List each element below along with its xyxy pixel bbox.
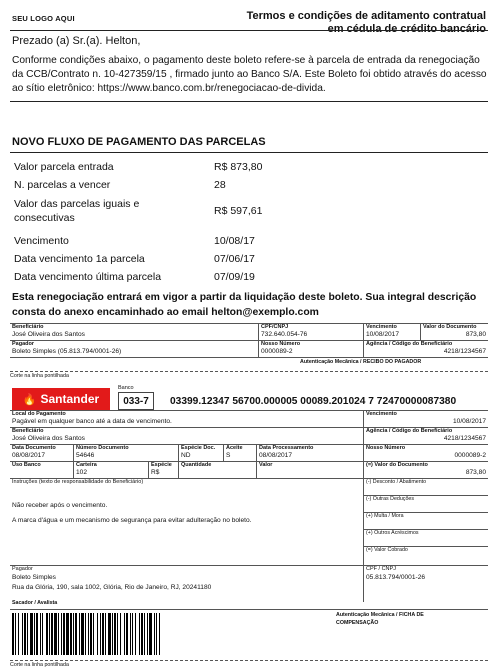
- divider: [148, 461, 149, 478]
- row-label: Valor das parcelas iguais e consecutivas: [14, 198, 140, 224]
- row-value: R$ 597,61: [214, 205, 263, 217]
- divider: [363, 410, 364, 602]
- label: Agência / Código do Beneficiário: [366, 341, 453, 347]
- value: 05.813.794/0001-26: [366, 574, 426, 581]
- row-value: R$ 873,80: [214, 161, 263, 173]
- label: (=) Valor do Documento: [366, 462, 428, 468]
- receipt-top-line: [10, 323, 488, 324]
- notice-text: Esta renegociação entrará em vigor a partir da liquidação deste boleto. Sua integral descrição consta do anexo encaminhado ao email helton@exemplo.com: [12, 292, 477, 318]
- label: Valor: [259, 462, 273, 468]
- bank-logo: [12, 388, 110, 410]
- row-value: 10/08/17: [214, 235, 255, 247]
- value: 08/08/2017: [12, 452, 46, 459]
- label: Número Documento: [76, 445, 129, 451]
- row-value: 07/06/17: [214, 253, 255, 265]
- label: Beneficiário: [12, 324, 44, 330]
- cut-line: [10, 371, 488, 372]
- label: Pagador: [12, 341, 35, 347]
- value: 4218/1234567: [443, 435, 486, 442]
- document-title: [247, 10, 486, 36]
- label: Carteira: [76, 462, 97, 468]
- label: Espécie: [151, 462, 172, 468]
- digitable-line[interactable]: 03399.12347 56700.000005 00089.201024 7 72470000087380: [170, 396, 457, 407]
- value: 10/08/2017: [452, 418, 486, 425]
- divider: [178, 461, 179, 478]
- barcode: [12, 613, 328, 655]
- value: S: [226, 452, 231, 459]
- barcode-bar: [160, 613, 161, 655]
- cut-label: Corte na linha pontilhada: [10, 662, 69, 668]
- value: 0000089-2: [454, 452, 486, 459]
- value: Boleto Simples: [12, 574, 56, 581]
- value: 54646: [76, 452, 95, 459]
- sacador-label: Sacador / Avalista: [12, 600, 58, 606]
- label: Uso Banco: [12, 462, 41, 468]
- label: Vencimento: [366, 411, 397, 417]
- row-label: Data vencimento 1a parcela: [14, 253, 145, 265]
- header-divider: [10, 30, 488, 31]
- value: José Oliveira dos Santos: [12, 435, 85, 442]
- label: Instruções (texto de responsabilidade do Beneficiário): [12, 479, 144, 485]
- divider: [256, 461, 257, 478]
- label: Vencimento: [366, 324, 397, 330]
- instruction: Não receber após o vencimento.: [12, 502, 108, 509]
- value: 4218/1234567: [443, 348, 486, 355]
- section-divider: [10, 152, 488, 153]
- row-line: [10, 565, 488, 566]
- label: Local do Pagamento: [12, 411, 66, 417]
- label: Beneficiário: [12, 428, 44, 434]
- label: CPF/CNPJ: [261, 324, 289, 330]
- title-line-1: Termos e condições de aditamento contratual: [246, 10, 486, 22]
- value: R$: [151, 469, 160, 476]
- label: (=) Valor Cobrado: [366, 547, 408, 553]
- instruction: A marca d'água e um mecanismo de segurança para evitar adulteração no boleto.: [12, 517, 252, 524]
- auth-label: Autenticação Mecânica / FICHA DE COMPENSAÇÃO: [336, 612, 424, 626]
- divider: [420, 323, 421, 340]
- divider: [73, 444, 74, 461]
- intro-paragraph: Conforme condições abaixo, o pagamento deste boleto refere-se à parcela de entrada da renegociação da CCB/Contrato n. 10-427359/15 , firmado junto ao Banco S/A. Este Boleto foi obtido através do acesso ao sítio eletrônico: https://www.banco.com.br/renegociacao-de-divida.: [12, 55, 487, 94]
- cut-line: [10, 660, 488, 661]
- bank-name: Santander: [40, 392, 100, 406]
- value: Pagável em qualquer banco até a data de vencimento.: [12, 418, 172, 425]
- label: Valor do Documento: [423, 324, 477, 330]
- label: Data Documento: [12, 445, 56, 451]
- row-label: Valor parcela entrada: [14, 161, 114, 173]
- row-line: [10, 357, 488, 358]
- value: 102: [76, 469, 88, 476]
- intro-divider: [10, 101, 488, 102]
- label: (+) Outros Acréscimos: [366, 530, 419, 536]
- value: Boleto Simples (05.813.794/0001-26): [12, 348, 122, 355]
- divider: [73, 461, 74, 478]
- value: 873,80: [465, 331, 486, 338]
- bank-code: 033-7: [118, 392, 154, 410]
- value: ND: [181, 452, 191, 459]
- label: Quantidade: [181, 462, 212, 468]
- label: CPF / CNPJ: [366, 566, 396, 572]
- row-value: 07/09/19: [214, 271, 255, 283]
- label: Espécie Doc.: [181, 445, 216, 451]
- label: Aceite: [226, 445, 243, 451]
- divider: [223, 444, 224, 461]
- label: Banco: [118, 385, 134, 391]
- label: (-) Desconto / Abatimento: [366, 479, 427, 485]
- value: José Oliveira dos Santos: [12, 331, 85, 338]
- title-line-2: em cédula de crédito bancário: [327, 23, 486, 35]
- value: Rua da Glória, 190, sala 1002, Glória, Rio de Janeiro, RJ, 20241180: [12, 584, 212, 591]
- label: (+) Multa / Mora: [366, 513, 404, 519]
- divider: [256, 444, 257, 461]
- row-value: 28: [214, 179, 226, 191]
- value: 0000089-2: [261, 348, 293, 355]
- value: 08/08/2017: [259, 452, 293, 459]
- row-line: [10, 410, 488, 411]
- logo-placeholder: SEU LOGO AQUI: [12, 14, 75, 23]
- label: Pagador: [12, 566, 33, 572]
- row-line: [10, 609, 488, 610]
- label: Nosso Número: [366, 445, 406, 451]
- value: 873,80: [465, 469, 486, 476]
- value: 732.640.054-76: [261, 331, 308, 338]
- label: Agência / Código do Beneficiário: [366, 428, 453, 434]
- row-label: Vencimento: [14, 235, 69, 247]
- label: Data Processamento: [259, 445, 314, 451]
- divider: [178, 444, 179, 461]
- auth-label: Autenticação Mecânica / RECIBO DO PAGADOR: [300, 359, 422, 365]
- row-label: N. parcelas a vencer: [14, 179, 111, 191]
- flame-icon: 🔥: [22, 393, 37, 406]
- label: (-) Outras Deduções: [366, 496, 414, 502]
- cut-label: Corte na linha pontilhada: [10, 373, 69, 379]
- section-title: NOVO FLUXO DE PAGAMENTO DAS PARCELAS: [12, 136, 266, 148]
- greeting: Prezado (a) Sr.(a). Helton,: [12, 35, 141, 47]
- label: Nosso Número: [261, 341, 301, 347]
- value: 10/08/2017: [366, 331, 400, 338]
- row-label: Data vencimento última parcela: [14, 271, 162, 283]
